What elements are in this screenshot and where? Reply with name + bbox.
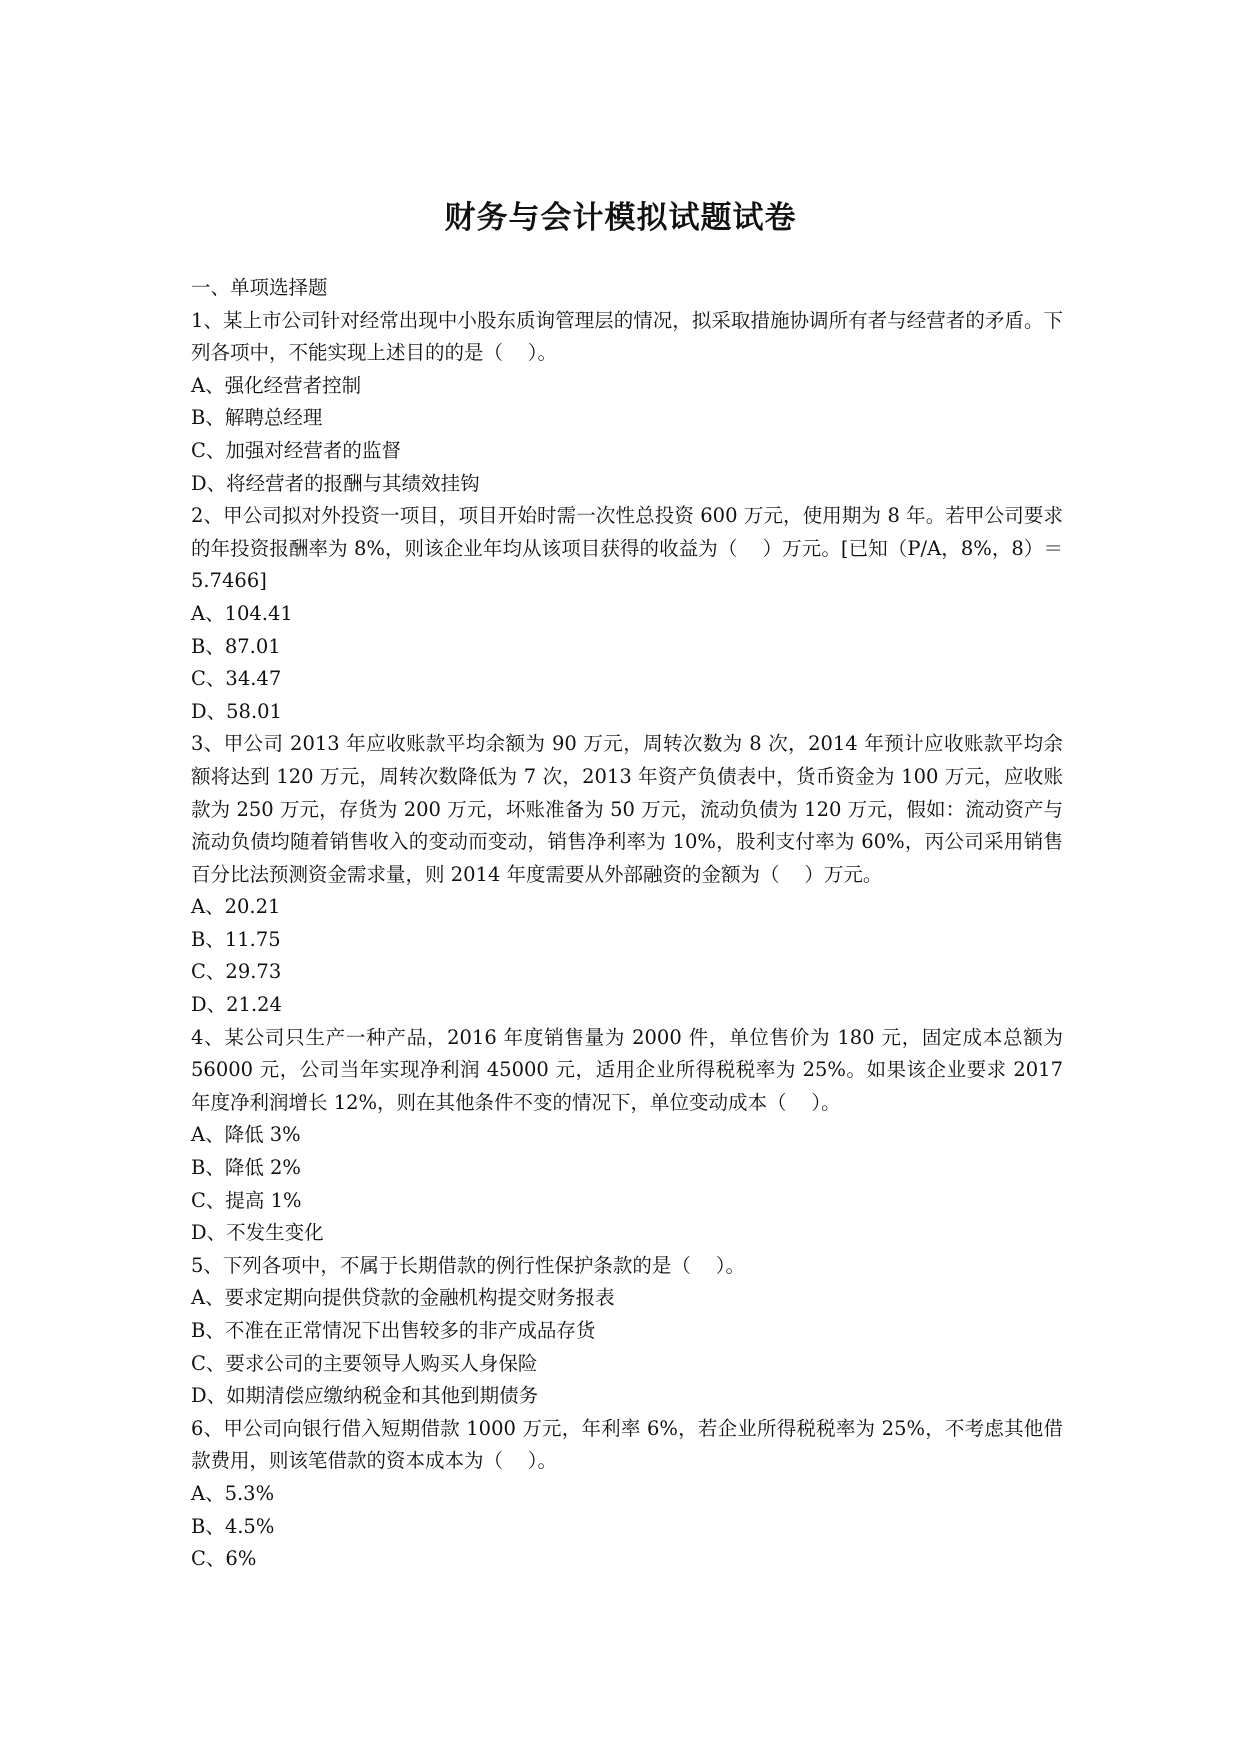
question-stem: 4、某公司只生产一种产品，2016 年度销售量为 2000 件，单位售价为 180 元，固定成本总额为 56000 元，公司当年实现净利润 45000 元，适用企业所得税税率为 25%。如果该企业要求 2017 年度净利润增长 12%，则在其他条件不变的情况下，单位变动成本（ ）。	[191, 1025, 1070, 1114]
option-c: C、29.73	[191, 960, 282, 984]
document-title: 财务与会计模拟试题试卷	[444, 200, 797, 236]
question-stem: 1、某上市公司针对经常出现中小股东质询管理层的情况，拟采取措施协调所有者与经营者的矛盾。下列各项中，不能实现上述目的的是（ ）。	[191, 308, 1063, 365]
option-a: A、强化经营者控制	[191, 373, 362, 397]
option-c: C、加强对经营者的监督	[191, 438, 401, 462]
option-d: D、将经营者的报酬与其绩效挂钩	[191, 471, 480, 495]
option-a: A、5.3%	[191, 1481, 275, 1505]
section-heading: 一、单项选择题	[191, 276, 328, 299]
question-1	[191, 305, 1063, 501]
question-stem: 2、甲公司拟对外投资一项目，项目开始时需一次性总投资 600 万元，使用期为 8 年。若甲公司要求的年投资报酬率为 8%，则该企业年均从该项目获得的收益为（ ）万元。[已知（P/A，8%，8）＝5.7466]	[191, 504, 1063, 593]
option-b: B、87.01	[191, 634, 281, 658]
option-b: B、降低 2%	[191, 1156, 301, 1180]
option-d: D、21.24	[191, 993, 282, 1017]
option-b: B、11.75	[191, 927, 281, 951]
option-d: D、58.01	[191, 699, 282, 723]
option-a: A、20.21	[191, 895, 281, 919]
option-c: C、6%	[191, 1547, 257, 1571]
option-b: B、不准在正常情况下出售较多的非产成品存货	[191, 1319, 596, 1342]
question-3	[191, 728, 1063, 1021]
option-c: C、34.47	[191, 667, 282, 691]
question-4	[191, 1022, 1070, 1250]
question-6	[191, 1413, 1063, 1576]
option-b: B、解聘总经理	[191, 406, 323, 430]
option-a: A、104.41	[191, 601, 293, 625]
option-a: A、要求定期向提供贷款的金融机构提交财务报表	[191, 1286, 615, 1310]
question-stem: 6、甲公司向银行借入短期借款 1000 万元，年利率 6%，若企业所得税税率为 25%，不考虑其他借款费用，则该笔借款的资本成本为（ ）。	[191, 1416, 1063, 1473]
question-stem: 3、甲公司 2013 年应收账款平均余额为 90 万元，周转次数为 8 次，2014 年预计应收账款平均余额将达到 120 万元，周转次数降低为 7 次，2013 年资产负债表中，货币资金为 100 万元，应收账款为 250 万元，存货为 200 万元，坏账准备为 50 万元，流动负债为 120 万元，假如：流动资产与流动负债均随着销售收入的变动而变动，销售净利率为 10%，股利支付率为 60%，丙公司采用销售百分比法预测资金需求量，则 2014 年度需要从外部融资的金额为（ ）万元。	[191, 732, 1063, 886]
option-d: D、不发生变化	[191, 1221, 324, 1245]
question-5	[191, 1250, 1063, 1413]
question-2	[191, 500, 1063, 728]
document-body	[191, 272, 1070, 1576]
option-d: D、如期清偿应缴纳税金和其他到期债务	[191, 1384, 539, 1408]
option-c: C、提高 1%	[191, 1188, 302, 1212]
option-b: B、4.5%	[191, 1514, 275, 1538]
option-a: A、降低 3%	[191, 1123, 301, 1147]
option-c: C、要求公司的主要领导人购买人身保险	[191, 1351, 538, 1375]
question-stem: 5、下列各项中，不属于长期借款的例行性保护条款的是（ ）。	[191, 1253, 745, 1277]
